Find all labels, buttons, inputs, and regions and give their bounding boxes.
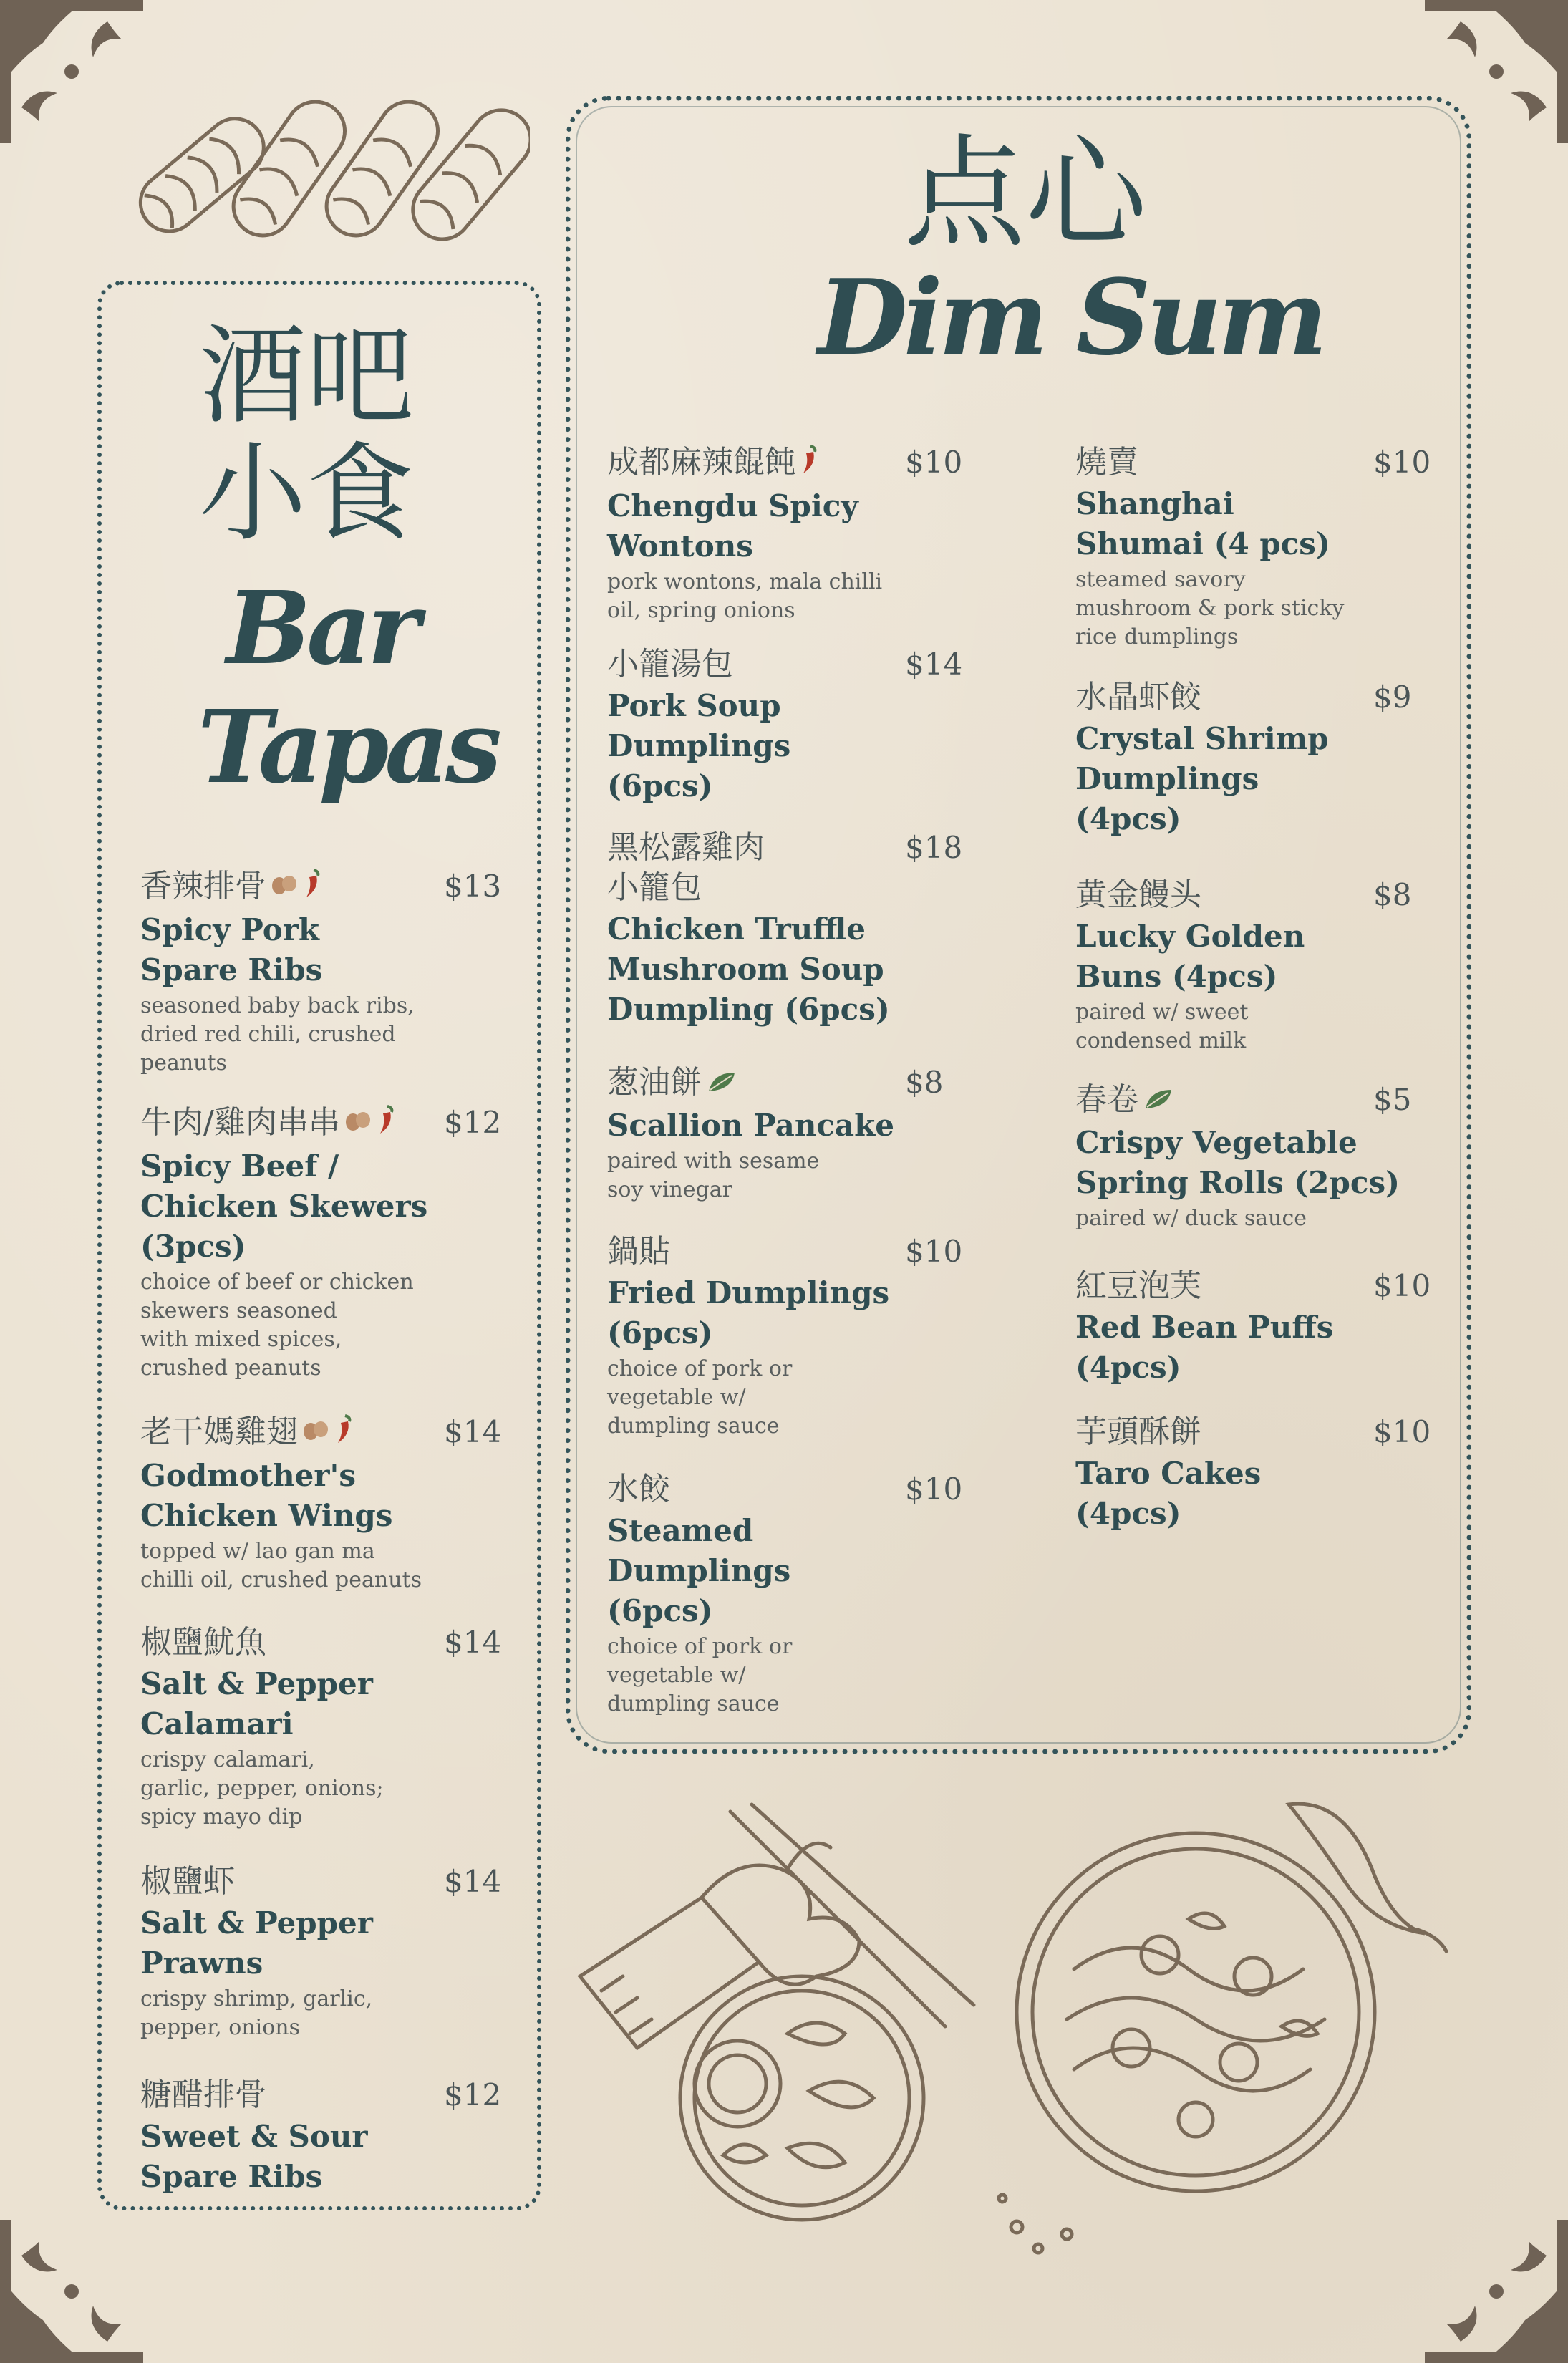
item-description: mushroom & pork sticky [1075, 596, 1345, 621]
dimsum-item [1075, 1266, 1433, 1388]
item-description: choice of pork or [607, 1634, 793, 1659]
dimsum-item [607, 644, 965, 806]
item-description: dried red chili, crushed [140, 1022, 396, 1047]
item-price: $18 [905, 830, 963, 865]
item-price: $12 [444, 1105, 502, 1140]
item-en-name: Shumai (4 pcs) [1075, 526, 1330, 561]
dimsum-item [1075, 677, 1433, 839]
dimsum-title-en: Dim Sum [818, 257, 1324, 379]
dimsum-item [607, 1469, 965, 1719]
item-price: $14 [444, 1864, 502, 1899]
item-en-name: Chengdu Spicy [607, 488, 858, 523]
item-price: $5 [1373, 1082, 1412, 1117]
item-en-name: Chicken Skewers [140, 1189, 428, 1224]
item-en-name: Wontons [607, 528, 753, 564]
item-en-name: Shanghai [1075, 486, 1234, 521]
dimsum-item [1075, 443, 1433, 652]
item-description: rice dumplings [1075, 624, 1239, 649]
item-cn-name: 春卷 [1075, 1081, 1138, 1118]
item-price: $14 [444, 1414, 502, 1449]
item-en-name: Chicken Truffle [607, 912, 866, 947]
item-description: peanuts [140, 1050, 227, 1076]
item-cn-name: 糖醋排骨 [140, 2077, 266, 2113]
item-en-name: Crispy Vegetable [1075, 1125, 1358, 1160]
peanut-icon [302, 1414, 331, 1454]
item-price: $10 [905, 1234, 963, 1269]
item-cn-name: 水晶虾餃 [1075, 679, 1201, 715]
item-description: choice of beef or chicken [140, 1270, 414, 1295]
item-cn-name: 牛肉/雞肉串串 [140, 1104, 340, 1141]
item-price: $10 [905, 445, 963, 480]
item-price: $13 [444, 869, 502, 904]
item-description: paired w/ sweet [1075, 1000, 1249, 1025]
leaf-icon [706, 1064, 737, 1104]
item-cn-name: 燒賣 [1075, 444, 1138, 480]
item-cn-name: 小籠包 [607, 869, 702, 906]
item-en-name: Sweet & Sour [140, 2119, 368, 2154]
item-description: steamed savory [1075, 567, 1246, 592]
item-description: oil, spring onions [607, 598, 795, 623]
item-en-name: (6pcs) [607, 768, 713, 803]
tapas-item [140, 866, 505, 1078]
item-description: with mixed spices, [140, 1327, 342, 1352]
chili-icon [304, 867, 322, 909]
dimsum-item [607, 1232, 965, 1441]
item-price: $10 [1373, 1268, 1431, 1303]
leaf-icon [1143, 1081, 1174, 1121]
item-price: $10 [1373, 445, 1431, 480]
item-cn-name: 老干媽雞翅 [140, 1414, 298, 1450]
item-cn-name: 香辣排骨 [140, 868, 266, 904]
item-description: paired w/ duck sauce [1075, 1206, 1307, 1231]
item-description: choice of pork or [607, 1356, 793, 1381]
item-description: dumpling sauce [607, 1414, 780, 1439]
item-cn-name: 水餃 [607, 1471, 670, 1507]
item-en-name: (4pcs) [1075, 801, 1181, 836]
item-en-name: Prawns [140, 1946, 263, 1981]
tapas-title-en-1: Bar [226, 570, 416, 687]
item-description: paired with sesame [607, 1149, 820, 1174]
item-description: crispy shrimp, garlic, [140, 1986, 373, 2011]
item-cn-name: 成都麻辣餛飩 [607, 444, 796, 480]
chili-icon [335, 1413, 354, 1454]
tapas-item [140, 1623, 505, 1832]
corner-ornament-bottom-left [0, 2220, 143, 2363]
item-description: skewers seasoned [140, 1298, 337, 1323]
item-cn-name: 小籠湯包 [607, 646, 733, 682]
item-en-name: Red Bean Puffs [1075, 1310, 1334, 1345]
dimsum-item [607, 828, 965, 1030]
item-en-name: Taro Cakes [1075, 1456, 1262, 1491]
item-price: $10 [1373, 1414, 1431, 1449]
item-description: spicy mayo dip [140, 1804, 303, 1830]
item-description: seasoned baby back ribs, [140, 993, 415, 1018]
item-en-name: (4pcs) [1075, 1496, 1181, 1531]
item-en-name: Godmother's [140, 1458, 356, 1493]
item-description: condensed milk [1075, 1028, 1247, 1053]
chili-icon [377, 1103, 396, 1145]
item-description: garlic, pepper, onions; [140, 1776, 384, 1801]
item-en-name: Mushroom Soup [607, 952, 884, 987]
item-en-name: Dumplings [607, 728, 791, 763]
item-en-name: Steamed [607, 1513, 754, 1548]
item-cn-name: 椒鹽虾 [140, 1863, 235, 1900]
item-en-name: Salt & Pepper [140, 1905, 373, 1941]
item-en-name: Spare Ribs [140, 952, 323, 987]
item-en-name: Lucky Golden [1075, 919, 1305, 954]
item-cn-name: 黑松露雞肉 [607, 829, 765, 866]
item-description: dumpling sauce [607, 1691, 780, 1716]
item-en-name: Pork Soup [607, 688, 781, 723]
chili-icon [800, 443, 819, 485]
item-en-name: (6pcs) [607, 1593, 713, 1628]
tapas-item [140, 1103, 505, 1383]
item-en-name: Spare Ribs [140, 2159, 323, 2194]
item-price: $9 [1373, 680, 1412, 715]
tapas-title-cn-1: 酒吧 [199, 314, 415, 439]
item-en-name: Chicken Wings [140, 1498, 393, 1533]
item-description: pork wontons, mala chilli [607, 569, 883, 594]
dimsum-item [1075, 1080, 1448, 1233]
tapas-title-cn-2: 小食 [199, 432, 415, 556]
item-description: soy vinegar [607, 1177, 732, 1202]
item-description: pepper, onions [140, 2015, 300, 2040]
item-en-name: Dumplings [607, 1553, 791, 1588]
item-en-name: Spicy Pork [140, 912, 319, 947]
item-description: topped w/ lao gan ma [140, 1539, 375, 1564]
item-en-name: Crystal Shrimp [1075, 721, 1329, 756]
item-price: $10 [905, 1472, 963, 1507]
item-en-name: (4pcs) [1075, 1350, 1181, 1385]
item-en-name: Buns (4pcs) [1075, 959, 1278, 994]
item-en-name: Spicy Beef / [140, 1149, 339, 1184]
dumplings-noodles-illustration [573, 1790, 1504, 2277]
item-cn-name: 椒鹽魷魚 [140, 1624, 266, 1661]
item-description: crushed peanuts [140, 1356, 321, 1381]
peanut-icon [271, 868, 299, 908]
item-price: $14 [444, 1625, 502, 1660]
dimsum-item [1075, 1412, 1433, 1534]
item-description: crispy calamari, [140, 1747, 315, 1772]
item-en-name: Fried Dumplings [607, 1275, 890, 1310]
item-cn-name: 鍋貼 [607, 1233, 670, 1270]
item-en-name: Calamari [140, 1706, 294, 1741]
item-price: $14 [905, 647, 963, 682]
spring-rolls-illustration [115, 84, 530, 256]
tapas-item [140, 1862, 505, 2042]
dimsum-title-cn: 点心 [904, 123, 1148, 265]
item-cn-name: 芋頭酥餅 [1075, 1414, 1201, 1450]
dimsum-item [607, 443, 965, 625]
item-price: $12 [444, 2077, 502, 2112]
peanut-icon [344, 1104, 373, 1144]
tapas-title-en-2: Tapas [198, 689, 498, 806]
item-en-name: (3pcs) [140, 1229, 246, 1264]
item-en-name: Scallion Pancake [607, 1108, 894, 1143]
item-en-name: Dumplings [1075, 761, 1259, 796]
item-en-name: Spring Rolls (2pcs) [1075, 1165, 1400, 1200]
item-en-name: Salt & Pepper [140, 1666, 373, 1701]
item-price: $8 [905, 1065, 944, 1100]
item-en-name: (6pcs) [607, 1315, 713, 1350]
item-en-name: Dumpling (6pcs) [607, 992, 890, 1027]
item-cn-name: 葱油餅 [607, 1064, 702, 1101]
item-description: vegetable w/ [607, 1385, 746, 1410]
item-cn-name: 紅豆泡芙 [1075, 1267, 1201, 1304]
tapas-item [140, 2075, 505, 2197]
dimsum-item [607, 1063, 965, 1204]
tapas-item [140, 1412, 505, 1595]
item-description: vegetable w/ [607, 1663, 746, 1688]
dimsum-item [1075, 875, 1433, 1055]
item-price: $8 [1373, 877, 1412, 912]
item-cn-name: 黄金饅头 [1075, 876, 1201, 913]
item-description: chilli oil, crushed peanuts [140, 1567, 422, 1593]
